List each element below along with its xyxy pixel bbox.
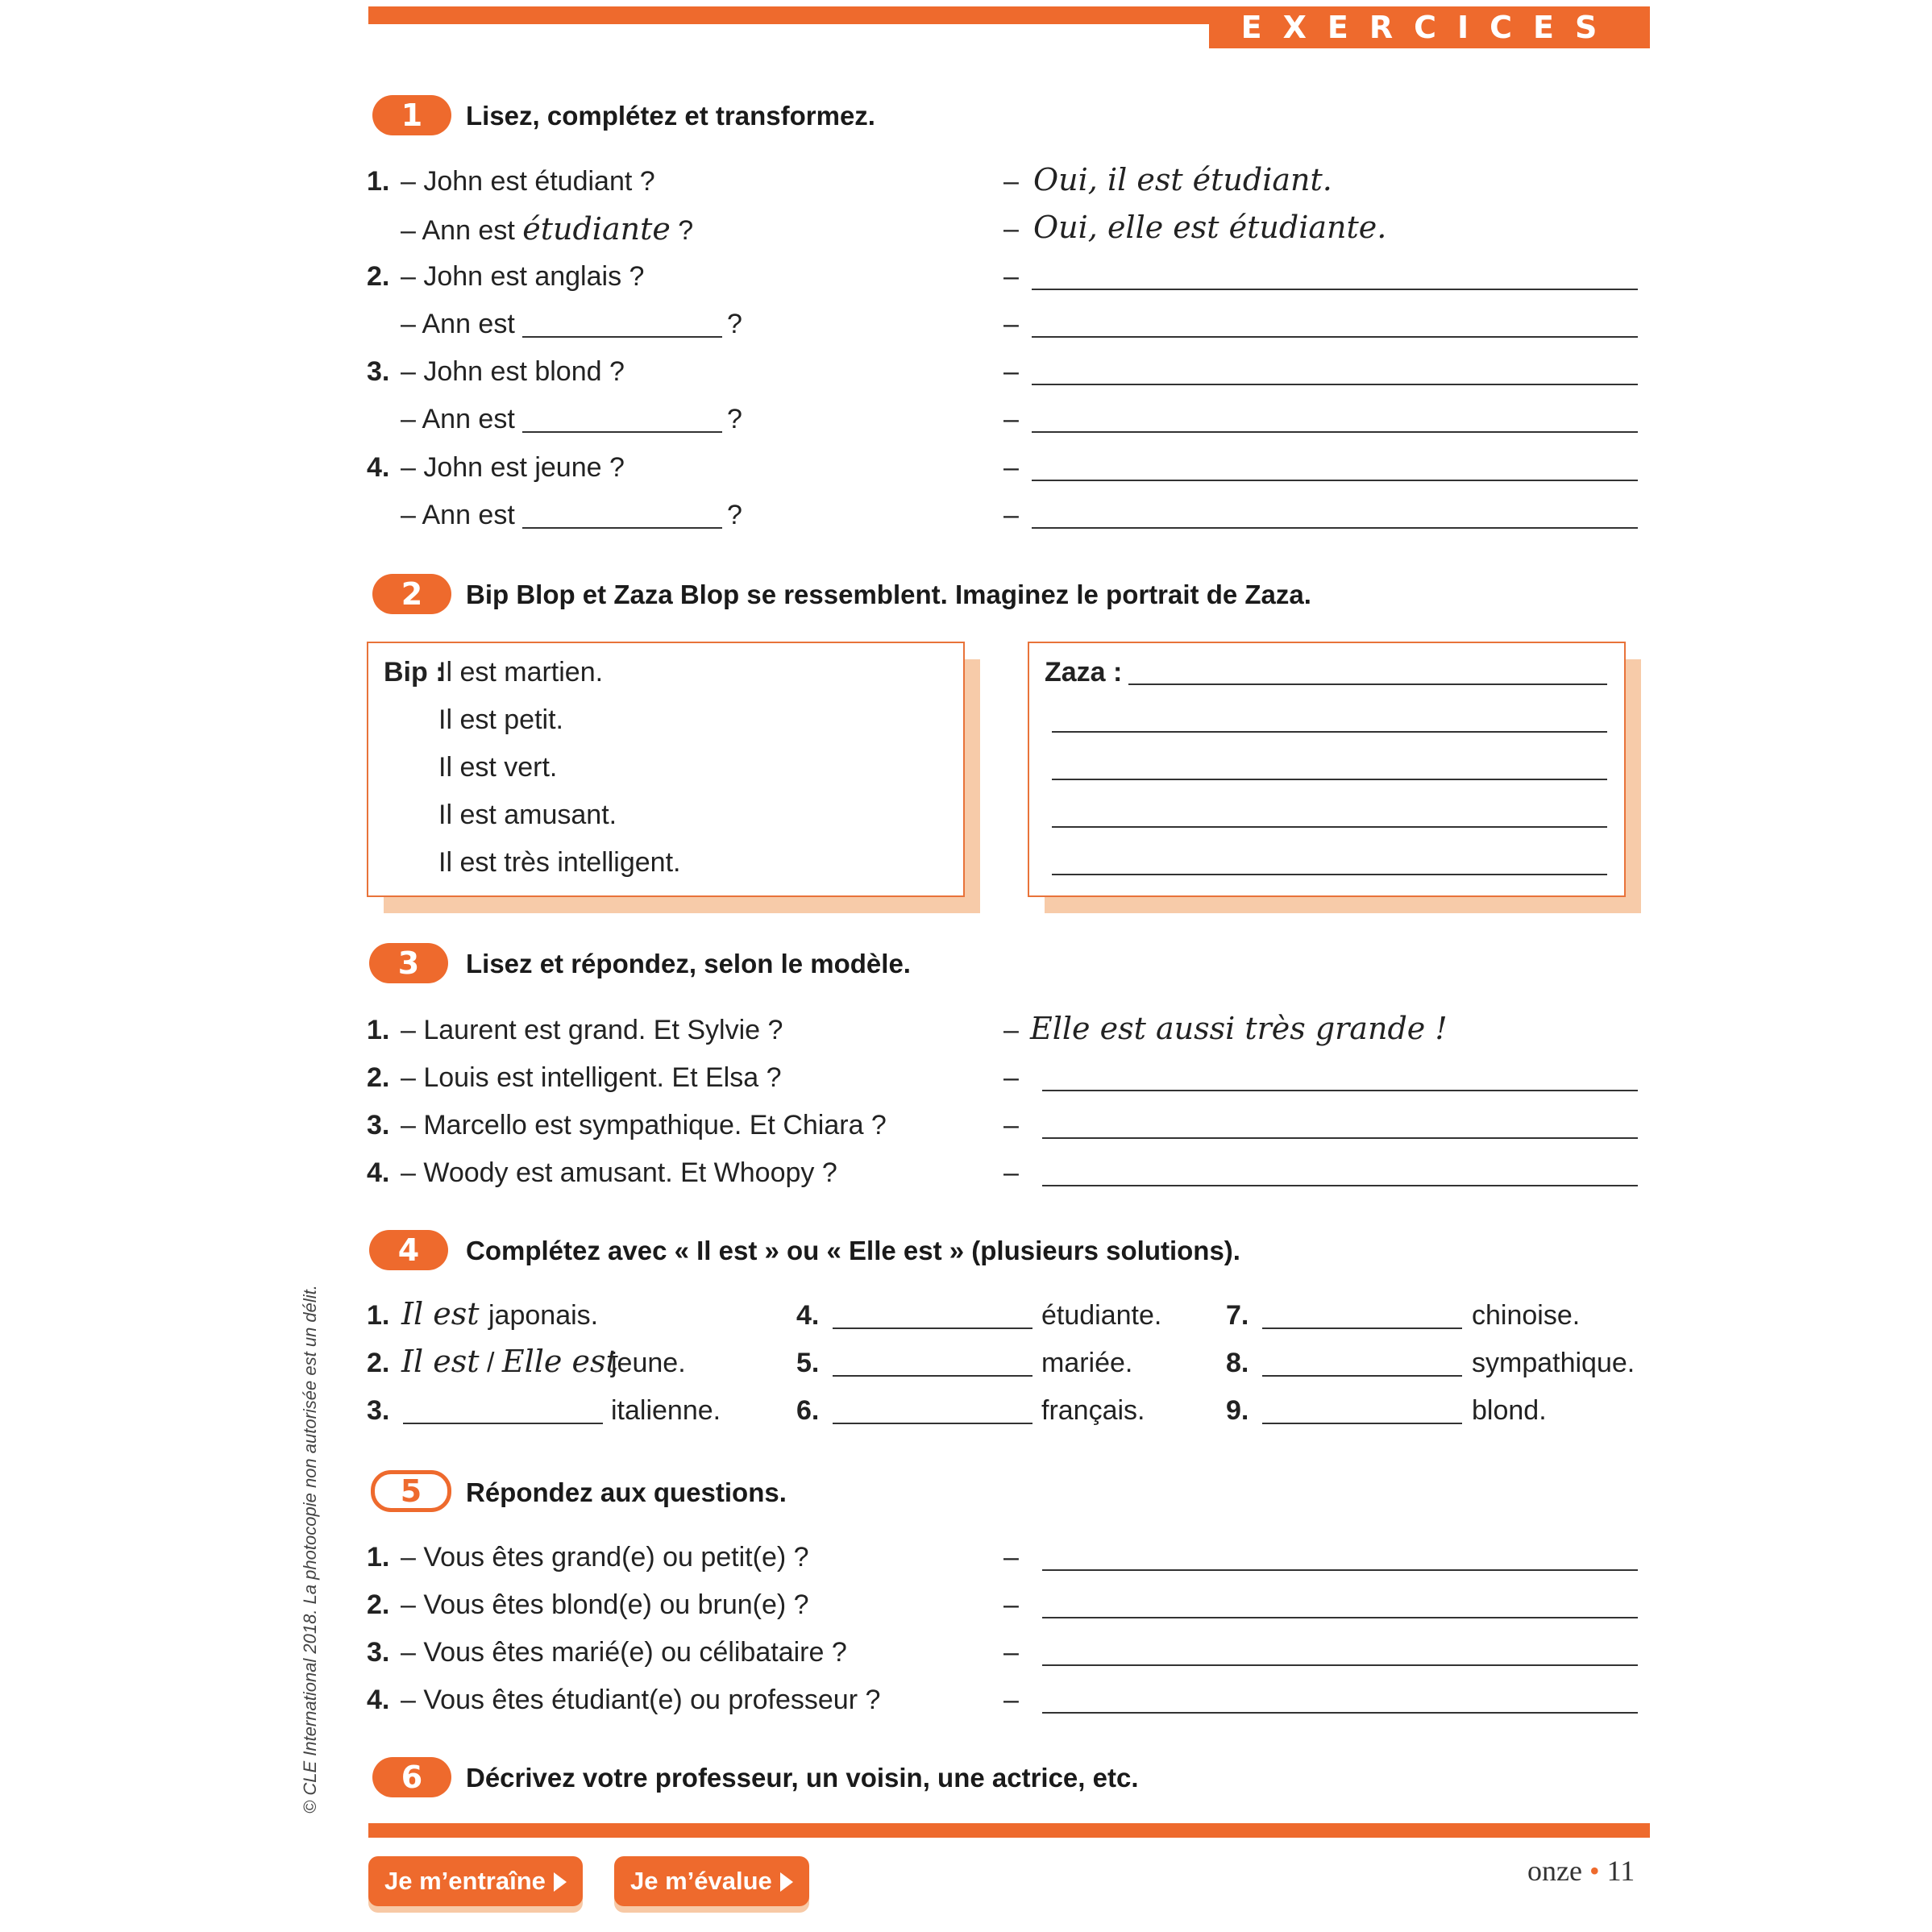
- ex1-row-8-question: – Ann est: [401, 500, 515, 530]
- ex1-row-5-dash: –: [1003, 356, 1019, 387]
- copyright-notice: © CLE International 2018. La photocopie non autorisée est un délit.: [300, 1285, 320, 1814]
- ex4-item-8-word: sympathique.: [1472, 1348, 1635, 1378]
- ex3-row-4-question: – Woody est amusant. Et Whoopy ?: [401, 1157, 837, 1188]
- ex4-item-5-blank[interactable]: [833, 1375, 1032, 1377]
- ex4-item-3-word: italienne.: [611, 1395, 721, 1426]
- ex4-item-6-word: français.: [1041, 1395, 1145, 1426]
- ex5-row-3-number: 3.: [367, 1637, 390, 1668]
- ex1-row-8-qmark: ?: [727, 500, 742, 530]
- ex3-row-3-dash: –: [1003, 1110, 1019, 1141]
- ex3-row-2-answer-line[interactable]: [1042, 1090, 1638, 1091]
- ex4-item-9-blank[interactable]: [1262, 1423, 1462, 1424]
- ex5-row-1-answer-line[interactable]: [1042, 1569, 1638, 1571]
- ex1-row-1-answer: Oui, il est étudiant.: [1033, 162, 1332, 197]
- ex4-item-5-word: mariée.: [1041, 1348, 1133, 1378]
- ex3-row-4-answer-line[interactable]: [1042, 1185, 1638, 1186]
- evaluate-button[interactable]: Je m’évalue: [614, 1856, 809, 1906]
- exercise-3-number: 3: [369, 943, 448, 983]
- ex4-item-4-blank[interactable]: [833, 1327, 1032, 1329]
- ex4-item-7-blank[interactable]: [1262, 1327, 1462, 1329]
- ex4-item-4-word: étudiante.: [1041, 1300, 1162, 1331]
- ex5-row-4-question: – Vous êtes étudiant(e) ou professeur ?: [401, 1685, 881, 1715]
- ex5-row-4-dash: –: [1003, 1685, 1019, 1715]
- ex1-row-3-number: 2.: [367, 261, 390, 292]
- ex1-row-4-dash: –: [1003, 309, 1019, 339]
- exercise-3-instruction: Lisez et répondez, selon le modèle.: [466, 949, 911, 978]
- bip-line-5: Il est très intelligent.: [438, 847, 681, 878]
- ex5-row-1-dash: –: [1003, 1542, 1019, 1573]
- ex5-row-3-answer-line[interactable]: [1042, 1664, 1638, 1666]
- exercise-1-number: 1: [372, 95, 451, 135]
- play-icon: [554, 1872, 567, 1892]
- ex4-item-6-blank[interactable]: [833, 1423, 1032, 1424]
- ex3-row-1-answer: Elle est aussi très grande !: [1030, 1011, 1448, 1046]
- ex3-row-1-dash: –: [1003, 1015, 1019, 1045]
- ex1-row-3-dash: –: [1003, 261, 1019, 292]
- ex4-item-2-filled: Il est / Elle est: [401, 1344, 618, 1379]
- bip-line-2: Il est petit.: [438, 704, 563, 735]
- ex3-row-1-question: – Laurent est grand. Et Sylvie ?: [401, 1015, 783, 1045]
- ex4-item-3-number: 3.: [367, 1395, 390, 1426]
- zaza-line-5[interactable]: [1052, 874, 1607, 875]
- ex3-row-4-number: 4.: [367, 1157, 390, 1188]
- train-button[interactable]: Je m’entraîne: [368, 1856, 583, 1906]
- ex5-row-4-number: 4.: [367, 1685, 390, 1715]
- ex4-item-7-word: chinoise.: [1472, 1300, 1581, 1331]
- exercise-5-number: 5: [371, 1470, 451, 1512]
- ex1-row-6-answer-line[interactable]: [1032, 431, 1638, 433]
- ex1-row-1-number: 1.: [367, 166, 390, 197]
- ex5-row-2-dash: –: [1003, 1589, 1019, 1620]
- ex1-row-5-question: – John est blond ?: [401, 356, 625, 387]
- exercise-2-number: 2: [372, 574, 451, 614]
- ex5-row-1-question: – Vous êtes grand(e) ou petit(e) ?: [401, 1542, 809, 1573]
- ex3-row-4-dash: –: [1003, 1157, 1019, 1188]
- ex1-row-5-number: 3.: [367, 356, 390, 387]
- ex5-row-2-number: 2.: [367, 1589, 390, 1620]
- bip-label: Bip :: [384, 657, 445, 688]
- zaza-line-3[interactable]: [1052, 779, 1607, 780]
- ex1-row-8-dash: –: [1003, 500, 1019, 530]
- zaza-line-2[interactable]: [1052, 731, 1607, 733]
- ex1-row-7-answer-line[interactable]: [1032, 480, 1638, 481]
- bip-line-1: Il est martien.: [438, 657, 604, 688]
- ex3-row-3-number: 3.: [367, 1110, 390, 1141]
- ex1-row-1-dash: –: [1003, 166, 1019, 197]
- ex4-item-2-word: jeune.: [611, 1348, 686, 1378]
- play-icon: [780, 1872, 793, 1892]
- ex4-item-9-number: 9.: [1226, 1395, 1249, 1426]
- ex1-row-4-question: – Ann est: [401, 309, 515, 339]
- exercise-5-instruction: Répondez aux questions.: [466, 1477, 787, 1507]
- ex4-item-8-blank[interactable]: [1262, 1375, 1462, 1377]
- ex5-row-1-number: 1.: [367, 1542, 390, 1573]
- ex4-item-8-number: 8.: [1226, 1348, 1249, 1378]
- ex4-item-3-blank[interactable]: [403, 1423, 603, 1424]
- ex1-row-2-answer: Oui, elle est étudiante.: [1033, 210, 1387, 245]
- ex1-row-6-dash: –: [1003, 404, 1019, 434]
- ex1-row-3-answer-line[interactable]: [1032, 289, 1638, 290]
- ex1-row-7-dash: –: [1003, 452, 1019, 483]
- ex1-row-8-answer-line[interactable]: [1032, 527, 1638, 529]
- ex4-item-1-filled: Il est: [401, 1296, 480, 1332]
- exercise-6-number: 6: [372, 1757, 451, 1797]
- ex1-row-8-blank[interactable]: [522, 527, 722, 529]
- ex4-item-7-number: 7.: [1226, 1300, 1249, 1331]
- ex1-row-4-qmark: ?: [727, 309, 742, 339]
- exercise-2-instruction: Bip Blop et Zaza Blop se ressemblent. Imaginez le portrait de Zaza.: [466, 580, 1311, 609]
- ex1-row-5-answer-line[interactable]: [1032, 384, 1638, 385]
- exercise-6-instruction: Décrivez votre professeur, un voisin, une actrice, etc.: [466, 1763, 1139, 1793]
- ex1-row-6-blank[interactable]: [522, 431, 722, 433]
- bip-line-4: Il est amusant.: [438, 800, 617, 830]
- ex3-row-3-question: – Marcello est sympathique. Et Chiara ?: [401, 1110, 887, 1141]
- ex3-row-2-question: – Louis est intelligent. Et Elsa ?: [401, 1062, 782, 1093]
- ex4-item-4-number: 4.: [796, 1300, 820, 1331]
- ex5-row-2-question: – Vous êtes blond(e) ou brun(e) ?: [401, 1589, 809, 1620]
- ex4-item-5-number: 5.: [796, 1348, 820, 1378]
- bip-line-3: Il est vert.: [438, 752, 558, 783]
- exercise-1-instruction: Lisez, complétez et transformez.: [466, 101, 875, 131]
- zaza-label: Zaza :: [1045, 657, 1123, 688]
- ex4-item-1-word: japonais.: [488, 1300, 599, 1331]
- ex4-item-1-number: 1.: [367, 1300, 390, 1331]
- footer-bar: [368, 1823, 1650, 1838]
- ex1-row-6-qmark: ?: [727, 404, 742, 434]
- ex1-row-7-question: – John est jeune ?: [401, 452, 625, 483]
- ex5-row-3-dash: –: [1003, 1637, 1019, 1668]
- zaza-line-1[interactable]: [1128, 683, 1607, 685]
- ex3-row-2-dash: –: [1003, 1062, 1019, 1093]
- ex4-item-9-word: blond.: [1472, 1395, 1547, 1426]
- ex1-row-4-blank[interactable]: [522, 336, 722, 338]
- ex1-row-3-question: – John est anglais ?: [401, 261, 645, 292]
- ex5-row-4-answer-line[interactable]: [1042, 1712, 1638, 1714]
- ex3-row-2-number: 2.: [367, 1062, 390, 1093]
- ex1-row-1-question: – John est étudiant ?: [401, 166, 655, 197]
- ex1-row-4-answer-line[interactable]: [1032, 336, 1638, 338]
- ex5-row-3-question: – Vous êtes marié(e) ou célibataire ?: [401, 1637, 847, 1668]
- exercise-4-instruction: Complétez avec « Il est » ou « Elle est » (plusieurs solutions).: [466, 1236, 1240, 1265]
- ex1-row-7-number: 4.: [367, 452, 390, 483]
- ex4-item-6-number: 6.: [796, 1395, 820, 1426]
- ex1-row-6-question: – Ann est: [401, 404, 515, 434]
- ex1-row-2-question: – Ann est étudiante ?: [401, 211, 694, 247]
- ex5-row-2-answer-line[interactable]: [1042, 1617, 1638, 1618]
- page-number: onze • 11: [1527, 1855, 1635, 1887]
- ex3-row-1-number: 1.: [367, 1015, 390, 1045]
- zaza-line-4[interactable]: [1052, 826, 1607, 828]
- ex4-item-2-number: 2.: [367, 1348, 390, 1378]
- ex1-row-2-dash: –: [1003, 214, 1019, 244]
- section-title: EXERCICES: [1209, 6, 1650, 48]
- ex3-row-3-answer-line[interactable]: [1042, 1137, 1638, 1139]
- exercise-4-number: 4: [369, 1230, 448, 1270]
